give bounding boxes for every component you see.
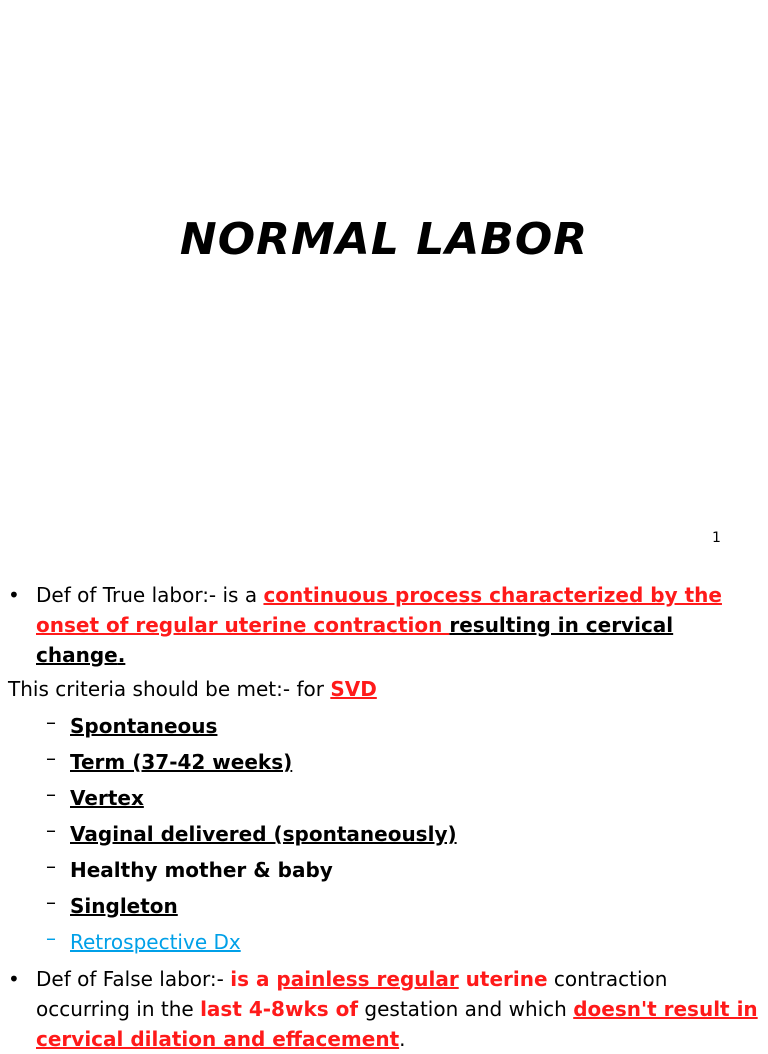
bullet-icon: •	[8, 967, 20, 991]
dash-icon: –	[46, 710, 56, 734]
true-labor-end: .	[117, 643, 126, 667]
page-number: 1	[712, 530, 721, 546]
criteria-lead: This criteria should be met:- for	[8, 677, 331, 701]
dash-icon: –	[46, 854, 56, 878]
false-labor-definition: • Def of False labor:- is a painless regular uterine contraction occurring in the last 4-8wks of gestation and which doesn't result in cervical dilation and effacement.	[0, 964, 768, 1054]
list-item: – Term (37-42 weeks)	[0, 744, 768, 780]
criteria-line	[0, 674, 768, 704]
list-item: – Spontaneous	[0, 708, 768, 744]
criteria-list	[0, 708, 768, 960]
dash-icon: –	[46, 782, 56, 806]
dash-icon: –	[46, 818, 56, 842]
list-item: – Healthy mother & baby	[0, 852, 768, 888]
true-labor-red-phrase: continuous process characterized by the onset of regular uterine contraction	[36, 583, 722, 637]
retrospective-link[interactable]: Retrospective Dx	[70, 930, 241, 954]
dash-icon: –	[46, 926, 56, 950]
dash-icon: –	[46, 890, 56, 914]
bullet-icon: •	[8, 583, 20, 607]
content-slide	[0, 580, 768, 1054]
list-item: – Singleton	[0, 888, 768, 924]
criteria-term: SVD	[330, 677, 377, 701]
slide-title: NORMAL LABOR	[179, 214, 589, 265]
dash-icon: –	[46, 746, 56, 770]
true-labor-black-phrase: resulting in cervical change	[36, 613, 674, 667]
list-item: – Vaginal delivered (spontaneously)	[0, 816, 768, 852]
list-item	[0, 924, 768, 960]
true-labor-definition	[0, 580, 768, 670]
list-item: – Vertex	[0, 780, 768, 816]
true-labor-lead: Def of True labor:- is a	[36, 583, 264, 607]
